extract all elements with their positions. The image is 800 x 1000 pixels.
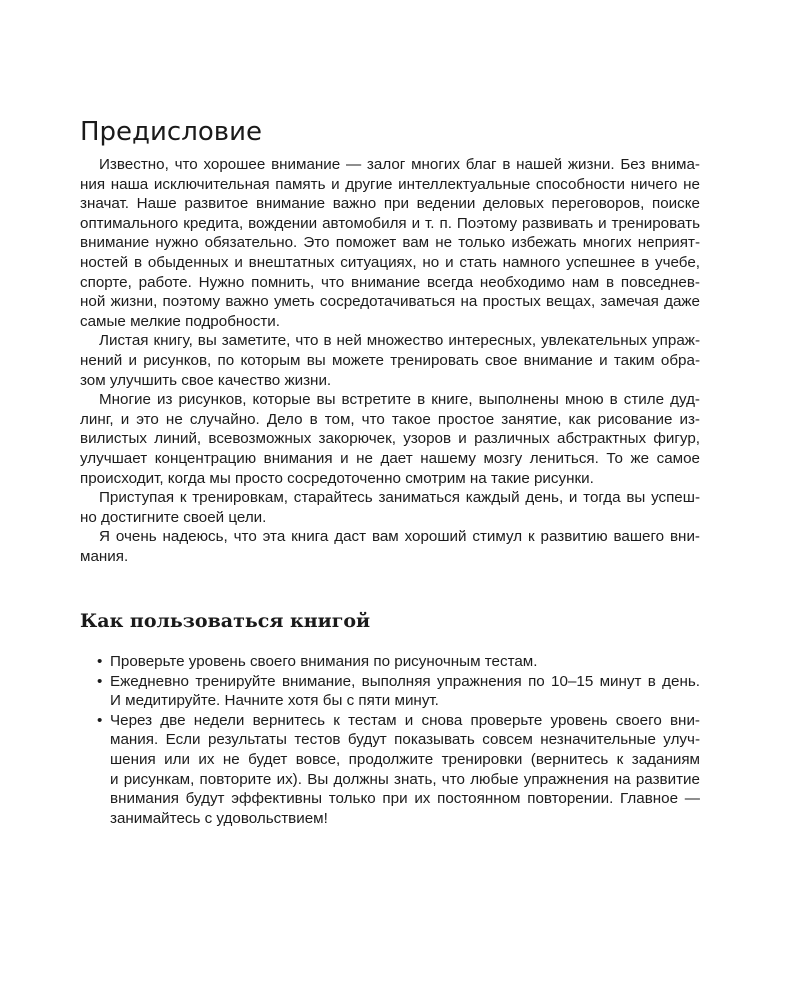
text-line: внимание нужно обязательно. Это поможет вам не только избежать многих неприят- xyxy=(80,234,700,252)
text-line: Проверьте уровень своего внимания по рисуночным тестам. xyxy=(110,653,538,670)
text-line: Приступая к тренировкам, старайтесь заниматься каждый день, и тогда вы успеш- xyxy=(99,489,700,507)
preface-paragraph xyxy=(80,527,700,566)
text-line: шения или их не будет вовсе, продолжите тренировки (вернитесь к заданиям xyxy=(110,750,700,768)
preface-paragraph xyxy=(80,155,700,331)
text-line: Известно, что хорошее внимание — залог многих благ в нашей жизни. Без внима- xyxy=(99,156,700,173)
text-line: линг, и это не случайно. Дело в том, что такое простое занятие, как рисование из- xyxy=(80,410,700,428)
text-line: самые мелкие подробности. xyxy=(80,312,280,330)
text-line: занимайтесь с удовольствием! xyxy=(110,809,328,827)
howto-list xyxy=(97,652,700,828)
list-item xyxy=(97,711,700,829)
text-line: внимания будут эффективны только при их постоянном повторении. Главное — xyxy=(110,790,700,808)
text-line: значат. Наше развитое внимание важно при ведении деловых переговоров, поиске xyxy=(80,195,700,213)
text-line: ной жизни, поэтому важно уметь сосредотачиваться на простых вещах, замечая даже xyxy=(80,293,700,311)
text-line: Через две недели вернитесь к тестам и снова проверьте уровень своего вни- xyxy=(110,711,700,729)
text-line: спорте, работе. Нужно помнить, что внимание всегда необходимо нам в повседнев- xyxy=(80,273,700,291)
text-line: ния наша исключительная память и другие интеллектуальные способности ничего не xyxy=(80,175,700,193)
howto-title: Как пользоваться книгой xyxy=(80,610,371,632)
text-line: вилистых линий, всевозможных закорючек, узоров и различных абстрактных фигур, xyxy=(80,430,700,448)
text-line: но достигните своей цели. xyxy=(80,508,267,526)
bullet-marker: • xyxy=(97,653,103,670)
text-line: улучшает концентрацию внимания и не дает нашему мозгу лениться. То же самое xyxy=(80,449,700,467)
text-line: зом улучшить свое качество жизни. xyxy=(80,371,332,389)
text-line: И медитируйте. Начните хотя бы с пяти минут. xyxy=(110,692,439,710)
text-line: оптимального кредита, вождении автомобиля и т. п. Поэтому развивать и тренировать xyxy=(80,214,700,232)
preface-paragraph xyxy=(80,390,700,488)
preface-paragraph xyxy=(80,331,700,390)
preface-text xyxy=(80,155,700,566)
text-line: Я очень надеюсь, что эта книга даст вам хороший стимул к развитию вашего вни- xyxy=(99,528,700,546)
bullet-marker: • xyxy=(97,711,103,729)
text-line: и рисункам, повторите их). Вы должны знать, что любые упражнения на развитие xyxy=(110,770,700,788)
text-line: мания. xyxy=(80,547,129,565)
bullet-marker: • xyxy=(97,672,103,690)
text-line: нений и рисунков, по которым вы можете тренировать свое внимание и таким обра- xyxy=(80,351,700,369)
text-line: Листая книгу, вы заметите, что в ней множество интересных, увлекательных упраж- xyxy=(99,332,700,350)
text-line: происходит, когда мы просто сосредоточенно смотрим на такие рисунки. xyxy=(80,469,594,487)
preface-paragraph xyxy=(80,488,700,527)
text-line: ностей в обыденных и внештатных ситуациях, но и стать намного успешнее в учебе, xyxy=(80,253,700,271)
text-line: Многие из рисунков, которые вы встретите в книге, выполнены мною в стиле дуд- xyxy=(99,391,700,409)
preface-title: Предисловие xyxy=(80,117,262,147)
text-line: Ежедневно тренируйте внимание, выполняя упражнения по 10–15 минут в день. xyxy=(110,672,700,690)
text-line: мания. Если результаты тестов будут показывать совсем незначительные улуч- xyxy=(110,731,700,749)
list-item xyxy=(97,672,700,711)
list-item xyxy=(97,652,700,672)
